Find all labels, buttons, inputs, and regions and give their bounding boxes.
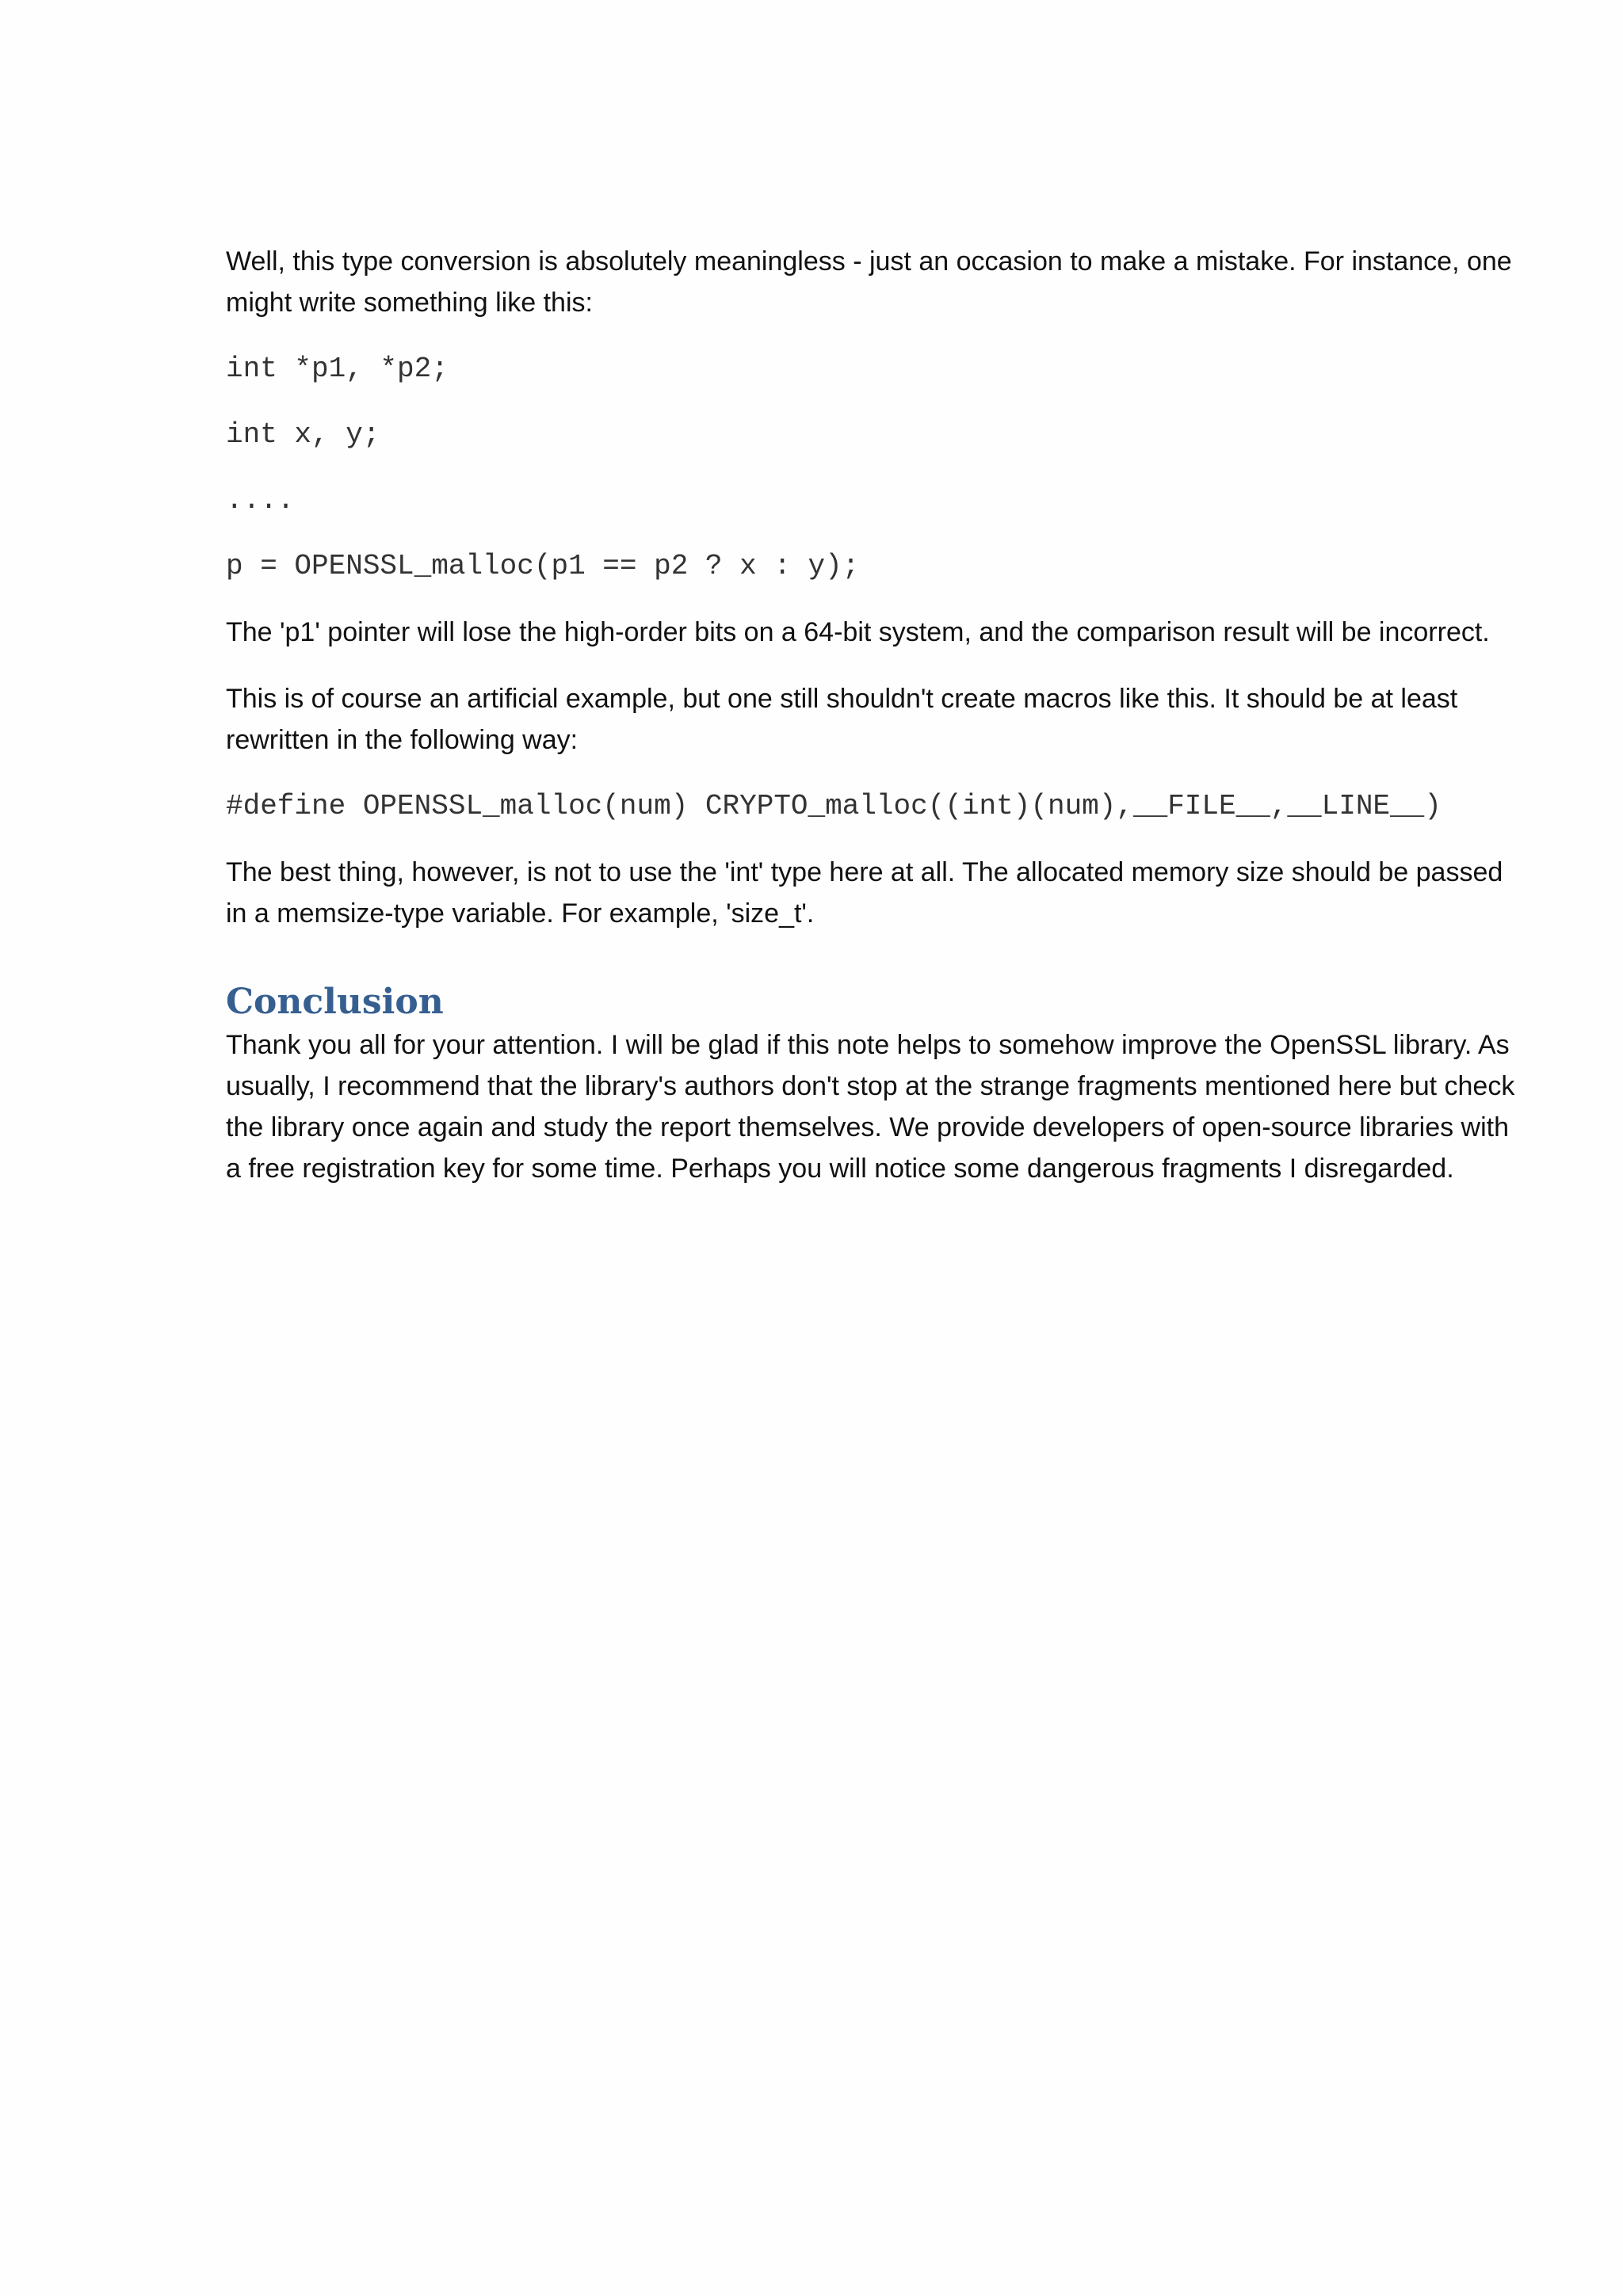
body-paragraph: The best thing, however, is not to use the 'int' type here at all. The allocated memory size should be passed in a memsize-type variable. For example, 'size_t'. bbox=[226, 857, 1503, 929]
code-line: #define OPENSSL_malloc(num) CRYPTO_malloc((int)(num),__FILE__,__LINE__) bbox=[226, 790, 1442, 822]
body-paragraph: This is of course an artificial example, but one still shouldn't create macros like this. It should be at least rewritten in the following way: bbox=[226, 684, 1458, 755]
body-paragraph: Well, this type conversion is absolutely meaningless - just an occasion to make a mistake. For instance, one might write something like this: bbox=[226, 246, 1512, 318]
document-content bbox=[226, 241, 1526, 1215]
code-line: int x, y; bbox=[226, 418, 380, 451]
code-line: .... bbox=[226, 484, 295, 517]
body-paragraph: The 'p1' pointer will lose the high-order bits on a 64-bit system, and the comparison result will be incorrect. bbox=[226, 617, 1490, 647]
code-line: p = OPENSSL_malloc(p1 == p2 ? x : y); bbox=[226, 550, 860, 582]
section-heading-conclusion: Conclusion bbox=[226, 982, 444, 1022]
body-paragraph: Thank you all for your attention. I will be glad if this note helps to somehow improve the OpenSSL library. As usually, I recommend that the library's authors don't stop at the strange fragments mentioned here but check the library once again and study the report themselves. We provide developers of open-source libraries with a free registration key for some time. Perhaps you will notice some dangerous fragments I disregarded. bbox=[226, 1030, 1515, 1184]
code-line: int *p1, *p2; bbox=[226, 353, 449, 385]
